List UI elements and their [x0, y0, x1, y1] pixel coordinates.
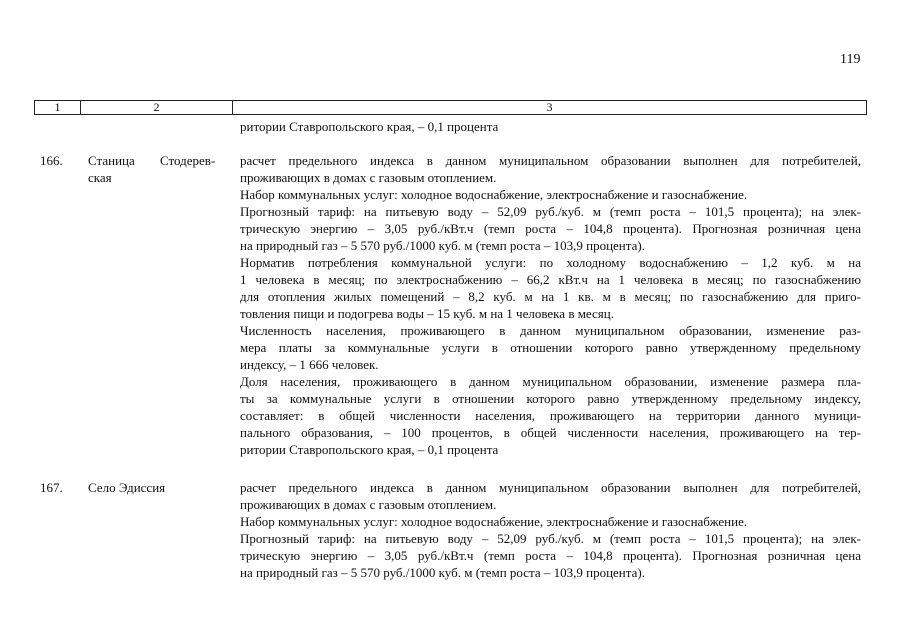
entry-166-line: проживающих в домах с газовым отоплением. [240, 170, 497, 185]
entry-167-number: 167. [40, 480, 63, 495]
entry-166-line: Численность населения, проживающего в данном муниципальном образовании, изменение раз- [240, 323, 861, 338]
entry-166-line: товления пищи и подогрева воды – 15 куб. м на 1 человека в месяц. [240, 306, 614, 321]
entry-166-line: пального образования, – 100 процентов, в общей численности населения, проживающего на тер- [240, 425, 861, 440]
entry-166-line: расчет предельного индекса в данном муниципальном образовании выполнен для потребителей, [240, 153, 861, 168]
entry-167-name: Село Эдиссия [88, 480, 166, 495]
entry-166-line: 1 человека в месяц; по электроснабжению – 66,2 кВт.ч на 1 человека в месяц; по газоснабжению [240, 272, 861, 287]
entry-166-name-part2: Стодерев- [160, 153, 216, 168]
continuation-line: ритории Ставропольского края, – 0,1 процента [240, 119, 499, 134]
entry-166-line: на природный газ – 5 570 руб./1000 куб. м (темп роста – 103,9 процента). [240, 238, 645, 253]
entry-167-line: трическую энергию – 3,05 руб./кВт.ч (темп роста – 104,8 процента). Прогнозная розничная цена [240, 548, 861, 563]
table-header-row [34, 100, 867, 115]
entry-166-line: ритории Ставропольского края, – 0,1 процента [240, 442, 499, 457]
header-col-3: 3 [546, 100, 553, 114]
entry-166-line: мера платы за коммунальные услуги в отношении которого равно утвержденному предельному [240, 340, 861, 355]
entry-166-line: ты за коммунальные услуги в отношении которого равно утвержденному предельному индексу, [240, 391, 861, 406]
header-col-1: 1 [35, 101, 81, 114]
entry-167-line: расчет предельного индекса в данном муниципальном образовании выполнен для потребителей, [240, 480, 861, 495]
entry-167-line: проживающих в домах с газовым отоплением. [240, 497, 497, 512]
entry-166-name-part1: Станица [88, 153, 135, 168]
entry-167-line: Набор коммунальных услуг: холодное водоснабжение, электроснабжение и газоснабжение. [240, 514, 748, 529]
page-number: 119 [840, 52, 861, 67]
entry-166-line: трическую энергию – 3,05 руб./кВт.ч (темп роста – 104,8 процента). Прогнозная розничная цена [240, 221, 861, 236]
entry-166-line: для отопления жилых помещений – 8,2 куб. м на 1 кв. м в месяц; по газоснабжению для приго- [240, 289, 861, 304]
entry-166-line: Набор коммунальных услуг: холодное водоснабжение, электроснабжение и газоснабжение. [240, 187, 748, 202]
entry-167-line: на природный газ – 5 570 руб./1000 куб. м (темп роста – 103,9 процента). [240, 565, 645, 580]
entry-166-line: Доля населения, проживающего в данном муниципальном образовании, изменение размера пла- [240, 374, 861, 389]
entry-166-number: 166. [40, 153, 63, 168]
header-col-2: 2 [81, 101, 233, 114]
entry-166-line: составляет: в общей численности населения, проживающего на территории данного муници- [240, 408, 861, 423]
entry-166-name-part3: ская [88, 170, 112, 185]
entry-167-line: Прогнозный тариф: на питьевую воду – 52,09 руб./куб. м (темп роста – 101,5 процента); на элек- [240, 531, 861, 546]
entry-166-line: Прогнозный тариф: на питьевую воду – 52,09 руб./куб. м (темп роста – 101,5 процента); на элек- [240, 204, 861, 219]
entry-166-line: индексу, – 1 666 человек. [240, 357, 379, 372]
entry-166-line: Норматив потребления коммунальной услуги: по холодному водоснабжению – 1,2 куб. м на [240, 255, 861, 270]
